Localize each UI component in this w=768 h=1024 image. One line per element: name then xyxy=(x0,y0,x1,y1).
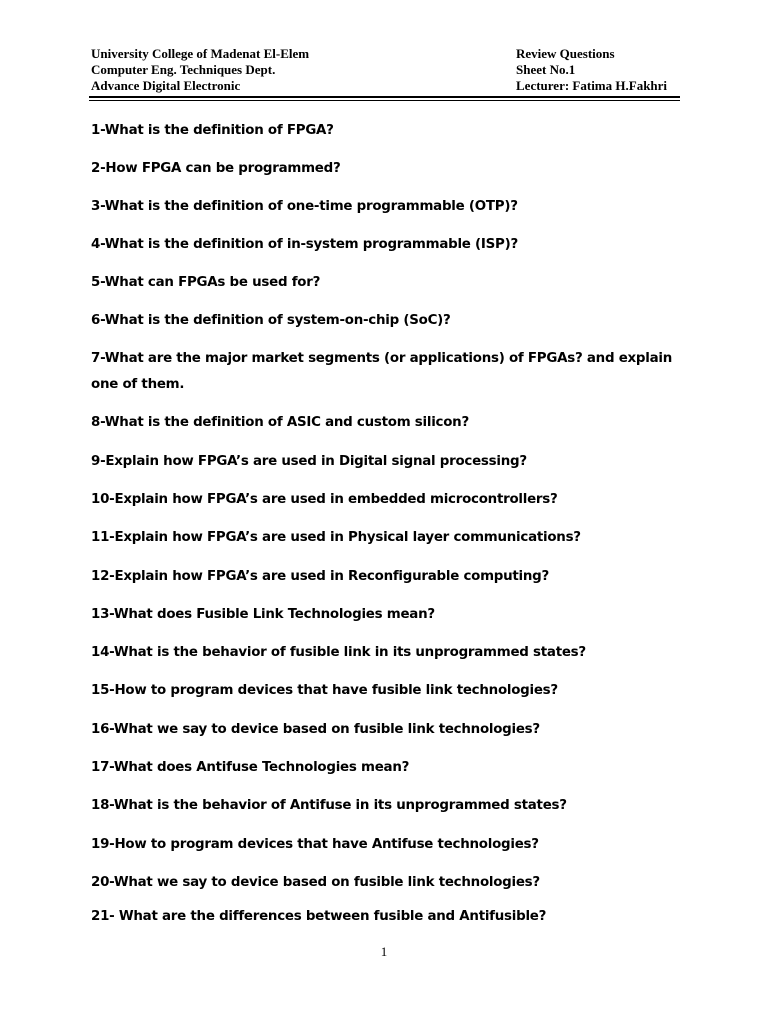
question-item: 6-What is the definition of system-on-chip (SoC)? xyxy=(91,313,451,328)
header-row-3 xyxy=(91,78,678,94)
page-number: 1 xyxy=(380,944,388,959)
question-item: 7-What are the major market segments (or applications) of FPGAs? and explain one of them. xyxy=(91,351,672,392)
question-item: 14-What is the behavior of fusible link in its unprogrammed states? xyxy=(91,645,586,660)
question-item: 17-What does Antifuse Technologies mean? xyxy=(91,760,410,775)
college-name: University College of Madenat El-Elem xyxy=(91,46,310,61)
question-item: 3-What is the definition of one-time programmable (OTP)? xyxy=(91,199,518,214)
department-name: Computer Eng. Techniques Dept. xyxy=(91,62,276,77)
question-item: 11-Explain how FPGA’s are used in Physical layer communications? xyxy=(91,530,581,545)
question-item: 12-Explain how FPGA’s are used in Reconfigurable computing? xyxy=(91,569,550,584)
question-item: 13-What does Fusible Link Technologies mean? xyxy=(91,607,435,622)
question-item: 16-What we say to device based on fusible link technologies? xyxy=(91,722,540,737)
question-item: 21- What are the differences between fusible and Antifusible? xyxy=(91,909,547,924)
document-type: Review Questions xyxy=(516,46,615,61)
header-row-1 xyxy=(91,46,678,62)
lecturer-name: Lecturer: Fatima H.Fakhri xyxy=(516,78,668,93)
question-item: 19-How to program devices that have Antifuse technologies? xyxy=(91,837,539,852)
document-header xyxy=(91,46,678,94)
header-divider-thick xyxy=(89,96,680,98)
question-item: 5-What can FPGAs be used for? xyxy=(91,275,321,290)
header-divider-thin xyxy=(89,100,680,101)
sheet-number: Sheet No.1 xyxy=(516,62,576,77)
question-item: 8-What is the definition of ASIC and custom silicon? xyxy=(91,415,469,430)
question-item: 18-What is the behavior of Antifuse in its unprogrammed states? xyxy=(91,798,567,813)
question-item: 10-Explain how FPGA’s are used in embedded microcontrollers? xyxy=(91,492,558,507)
question-item: 15-How to program devices that have fusible link technologies? xyxy=(91,683,558,698)
question-item: 9-Explain how FPGA’s are used in Digital signal processing? xyxy=(91,454,527,469)
question-item: 1-What is the definition of FPGA? xyxy=(91,123,334,138)
course-name: Advance Digital Electronic xyxy=(91,78,241,93)
question-item: 2-How FPGA can be programmed? xyxy=(91,161,341,176)
question-item: 4-What is the definition of in-system programmable (ISP)? xyxy=(91,237,518,252)
question-item: 20-What we say to device based on fusible link technologies? xyxy=(91,875,540,890)
header-row-2 xyxy=(91,62,678,78)
